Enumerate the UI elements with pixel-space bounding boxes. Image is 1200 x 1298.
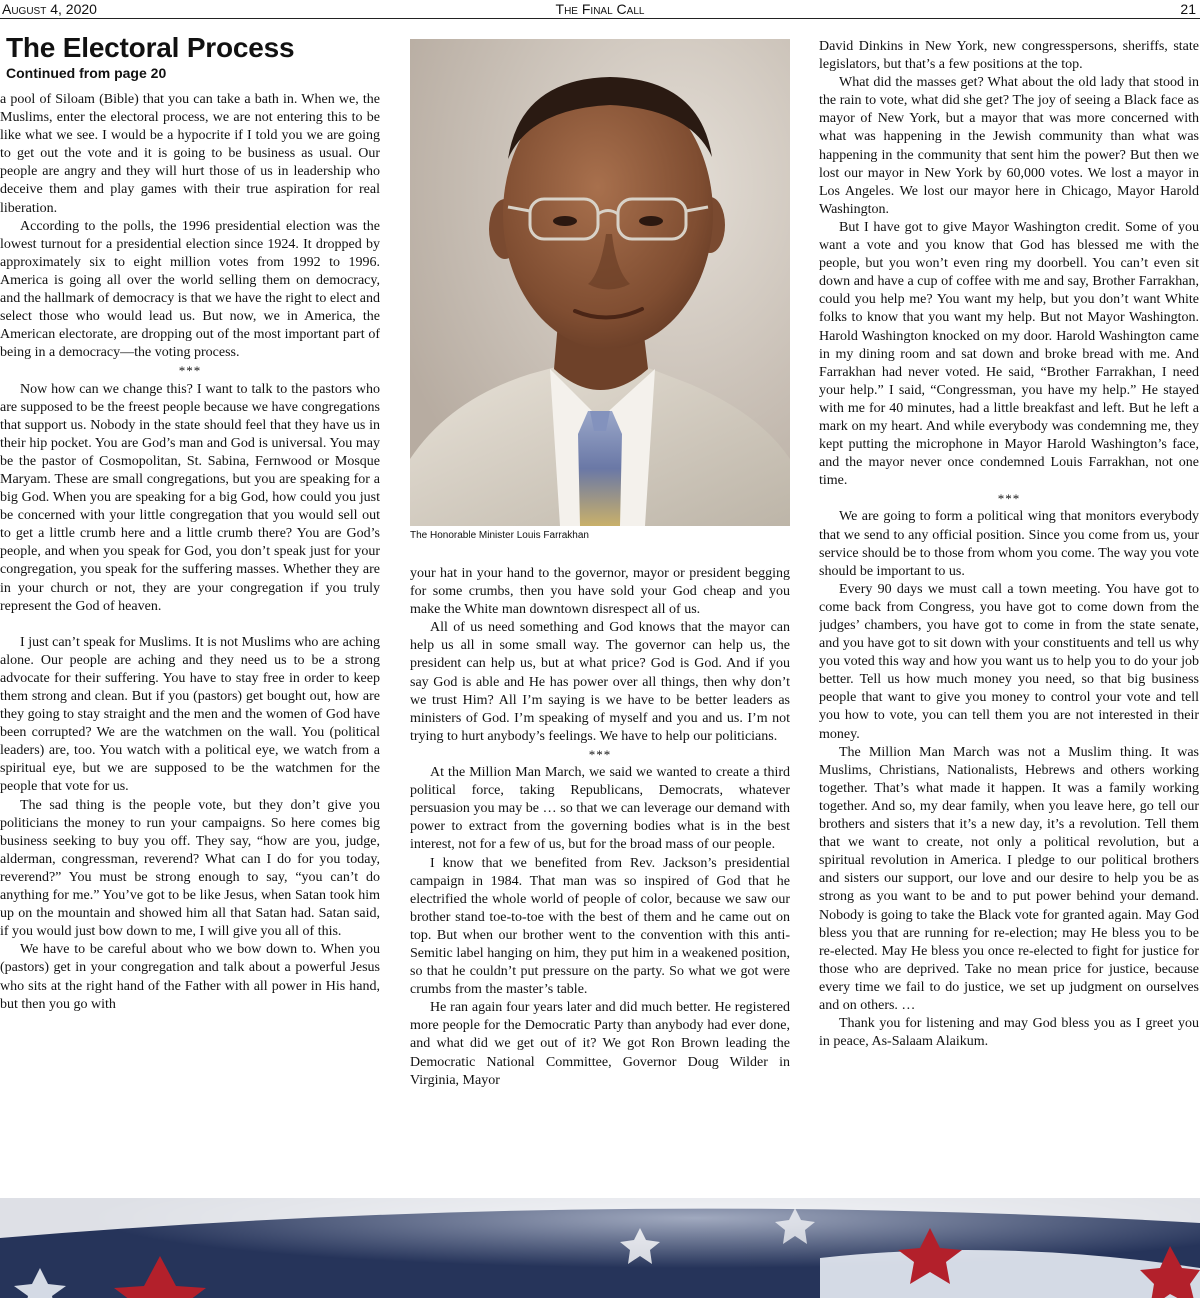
article-column-2 <box>410 565 790 1175</box>
paragraph: David Dinkins in New York, new congresspersons, sheriffs, state legislators, but that’s a few positions at the top. <box>819 39 1199 73</box>
paragraph: At the Million Man March, we said we wanted to create a third political force, taking Republicans, Democrats, whatever persuasion you may be … so that we can leverage our demand with power to extract from the governing bodies what is in the best interest, not for a few of us, but for the broad mass of our people. <box>410 765 790 853</box>
continued-from-note: Continued from page 20 <box>6 65 167 81</box>
paragraph-gap <box>0 616 380 634</box>
page-header <box>0 0 1200 19</box>
paragraph: But I have got to give Mayor Washington credit. Some of you want a vote and you know that God has blessed me with the people, but you won’t even ring my doorbell. You can’t even sit down and have a cup of coffee with me and say, Brother Farrakhan, could you help me? You want my help, but you don’t want White folks to know that you want my help. But not Mayor Washington. Harold Washington knocked on my door. Harold Washington came in my dining room and sat down and broke bread with me. And Farrakhan had never voted. He said, “Brother Farrakhan, I need your help.” I said, “Congressman, you have my help.” He stayed with me for 40 minutes, had a little breakfast and left. But he left a mark on my heart. And while everybody was condemning me, they kept putting the microphone in Mayor Harold Washington’s face, and the mayor never once condemned Louis Farrakhan, not one time. <box>819 219 1199 489</box>
article-headline: The Electoral Process <box>6 32 295 63</box>
paragraph: We have to be careful about who we bow down to. When you (pastors) get in your congregation and talk about a powerful Jesus who sits at the right hand of the Father with all power in His hand, but then you go with <box>0 942 380 1012</box>
paragraph: The Million Man March was not a Muslim thing. It was Muslims, Christians, Nationalists, Hebrews and others working together. That’s what made it happen. It was a family working together. And so, my dear family, when you leave here, go tell our brothers and sisters that it’s a new day, it’s a revolution. Tell them that we want to create, not only a political revolution, but a spiritual revolution in America. I pledge to our political brothers and sisters our support, our love and our desire to help you be as strong as you want to be and to put power behind your demand. Nobody is going to take the Black vote for granted again. May God bless you that are running for re-election; may He bless you to be re-elected. May He bless you once re-elected to fight for justice for those who are deprived. Take no mean price for justice, because every time we fail to do justice, we set up judgment on ourselves and on others. … <box>819 744 1199 1013</box>
portrait-photo <box>410 39 790 526</box>
paragraph: Every 90 days we must call a town meeting. You have got to come back from Congress, you have got to come down from the judges’ chambers, you have got to come in from the state senate, and you have got to sit down with your constituents and tell us why you voted this way and how you want us to help you to do your job better. Tell us how much money you need, so that big business people that want to give you money to control your vote and tell you how to vote, you can tell them you are not interested in their money. <box>819 581 1199 742</box>
section-separator: *** <box>178 363 202 379</box>
paragraph: a pool of Siloam (Bible) that you can take a bath in. When we, the Muslims, enter the electoral process, we are not entering this to be like what we see. I would be a hypocrite if I told you we are going to get out the vote and it is going to be business as usual. Our people are angry and they will hurt those of us in leadership who deceive them and play games with their true aspiration for real liberation. <box>0 92 380 216</box>
paragraph: We are going to form a political wing that monitors everybody that we send to any official position. Since you come from us, your service should be to those from whom you come. The way you vote should be important to us. <box>819 509 1199 579</box>
paragraph: Now how can we change this? I want to talk to the pastors who are supposed to be the freest people because we have congregations that support us. Nobody in the state should feel that they have us in their hip pocket. You are God’s man and God is universal. You may be the pastor of Cosmopolitan, St. Sabina, Fernwood or Mosque Maryam. These are small congregations, but you are speaking for a big God. When you are speaking for a big God, how could you just be concerned with your little congregation that you would sell out to get a little crumb here and a little crumb there? You are God’s people, and when you speak for God, you don’t speak just for your congregation, you speak for the suffering masses. Whether they are in your church or not, they are your congregation if you truly represent the God of heaven. <box>0 381 380 614</box>
article-column-1 <box>0 91 380 1171</box>
paragraph: Thank you for listening and may God bless you as I greet you in peace, As-Salaam Alaikum. <box>819 1016 1199 1050</box>
star-banner-image <box>0 1198 1200 1298</box>
section-separator: *** <box>997 491 1021 507</box>
article-column-3 <box>819 38 1199 1178</box>
paragraph: The sad thing is the people vote, but they don’t give you politicians the money to run your campaigns. So here comes big business seeking to buy you off. They say, “how are you, judge, alderman, congressman, reverend? What can I do for you today, reverend?” You must be strong enough to say, “you can’t do anything for me.” You’ve got to be like Jesus, when Satan took him up on the mountain and showed him all that Satan had. Satan said, if you would just bow down to me, I will give you all of this. <box>0 797 380 940</box>
paragraph: I just can’t speak for Muslims. It is not Muslims who are aching alone. Our people are aching and they need us to be a strong advocate for their suffering. You have to stay free in order to keep them strong and clean. But if you (pastors) get bought out, how are they going to stay straight and the men and the women of God have been corrupted? We are the watchmen on the wall. You (political leaders) are, too. You watch with a political eye, we watch from a spiritual eye, but we are supposed to be the watchmen for the people that vote for us. <box>0 634 380 795</box>
paragraph: What did the masses get? What about the old lady that stood in the rain to vote, what did she get? The joy of seeing a Black face as mayor of New York, but a mayor that was more concerned with what was happening in the Jewish community than what was happening in the community that sent him the power? But then we lost our mayor in New York by 60,000 votes. We lost a mayor in Los Angeles. We lost our mayor here in Chicago, Mayor Harold Washington. <box>819 75 1199 217</box>
publication-name: The Final Call <box>555 1 645 17</box>
page-number: 21 <box>1180 1 1196 17</box>
paragraph: According to the polls, the 1996 presidential election was the lowest turnout for a presidential election since 1924. It dropped by approximately six to eight million votes from 1992 to 1996. America is going all over the world selling them on democracy, and the hallmark of democracy is that we have the right to elect and select those who would lead us. But now, we in America, the American electorate, are dropping out of the most important part of being in a democracy—the voting process. <box>0 218 380 361</box>
issue-date: August 4, 2020 <box>2 1 97 17</box>
photo-caption: The Honorable Minister Louis Farrakhan <box>410 530 589 541</box>
paragraph: I know that we benefited from Rev. Jackson’s presidential campaign in 1984. That man was so inspired of God that he electrified the whole world of people of color, because we saw our brother stand toe-to-toe with the best of them and he came out on top. But when our brother went to the convention with this anti-Semitic label hanging on him, they put him in a weakened position, so that he couldn’t put pressure on the party. So what we got were crumbs from the master’s table. <box>410 855 790 998</box>
paragraph: your hat in your hand to the governor, mayor or president begging for some crumbs, then you have sold your God cheap and you make the White man downtown disrespect all of us. <box>410 566 790 618</box>
paragraph: All of us need something and God knows that the mayor can help us all in some small way. The governor can help us, the president can help us, but at what price? God is God. And if you say God is able and He has power over all things, then why don’t we trust Him? All I’m saying is we have to be better leaders as ministers of God. I’m speaking of myself and you and us. I’m not trying to hurt anybody’s feelings. We have to help our politicians. <box>410 620 790 744</box>
paragraph: He ran again four years later and did much better. He registered more people for the Democratic Party than anybody had ever done, and what did we get out of it? We got Ron Brown leading the Democratic National Committee, Governor Doug Wilder in Virginia, Mayor <box>410 1000 790 1088</box>
section-separator: *** <box>588 746 612 762</box>
